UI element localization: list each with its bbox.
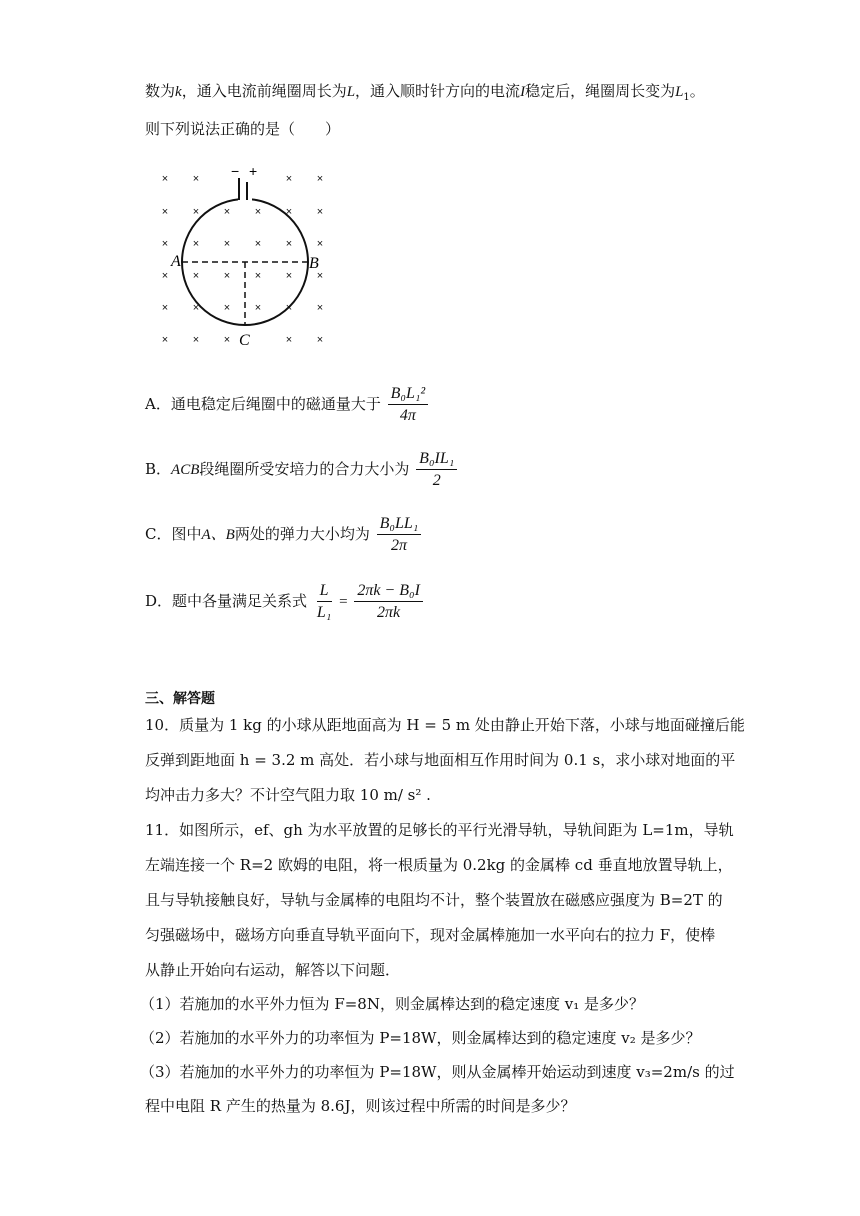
point-C-label: C xyxy=(239,332,250,349)
q11-line-2: 左端连接一个 R=2 欧姆的电阻，将一根质量为 0.2kg 的金属棒 cd 垂直地放置导轨上， xyxy=(145,856,733,874)
intro-text: 数为 xyxy=(145,82,176,100)
magnetic-field-cross-mark: × xyxy=(223,270,231,282)
frac-denominator: 2 xyxy=(432,472,441,489)
intro-line-1 xyxy=(145,80,705,103)
magnetic-field-cross-mark: × xyxy=(161,302,169,314)
magnetic-field-cross-mark: × xyxy=(161,270,169,282)
magnetic-field-cross-mark: × xyxy=(223,238,231,250)
frac-numerator: B₀L₁² xyxy=(388,385,429,405)
magnetic-field-cross-mark: × xyxy=(192,206,200,218)
magnetic-field-cross-mark: × xyxy=(192,334,200,346)
magnetic-field-loop-figure xyxy=(145,160,345,359)
q11-line-4: 匀强磁场中，磁场方向垂直导轨平面向下，现对金属棒施加一水平向右的拉力 F，使棒 xyxy=(145,926,716,944)
frac-denominator: 4π xyxy=(399,407,416,424)
magnetic-field-cross-mark: × xyxy=(316,238,324,250)
equals-sign: = xyxy=(339,594,348,610)
section-heading: 三、解答题 xyxy=(145,691,215,707)
intro-line-2: 则下列说法正确的是（ ） xyxy=(145,120,341,138)
q11-sub-1: （1）若施加的水平外力恒为 F=8N，则金属棒达到的稳定速度 v₁ 是多少？ xyxy=(140,995,644,1013)
magnetic-field-cross-mark: × xyxy=(285,270,293,282)
option-B xyxy=(145,450,457,490)
intro-text: 稳定后，绳圈周长变为 xyxy=(525,82,676,100)
magnetic-field-cross-mark: × xyxy=(192,238,200,250)
magnetic-field-cross-mark: × xyxy=(161,334,169,346)
frac-numerator: B₀LL₁ xyxy=(377,515,422,535)
option-A xyxy=(145,385,428,425)
magnetic-field-cross-mark: × xyxy=(161,206,169,218)
option-C-fraction xyxy=(377,515,422,555)
option-D xyxy=(145,582,423,622)
frac-denominator: 2π xyxy=(390,537,407,554)
magnetic-field-cross-mark: × xyxy=(192,173,200,185)
magnetic-field-cross-mark: × xyxy=(223,334,231,346)
q10-line-3: 均冲击力多大？不计空气阻力取 10 m/ s² . xyxy=(145,786,431,804)
plus-sign: + xyxy=(249,163,258,179)
option-D-rhs-fraction xyxy=(354,582,423,622)
frac-denominator: 2πk xyxy=(377,604,401,621)
q11-line-5: 从静止开始向右运动，解答以下问题． xyxy=(145,961,401,979)
intro-text: ，通入顺时针方向的电流 xyxy=(355,82,521,100)
option-D-text: D．题中各量满足关系式 xyxy=(145,592,308,610)
magnetic-field-cross-mark: × xyxy=(223,302,231,314)
intro-text: 。 xyxy=(689,82,705,100)
q11-line-3: 且与导轨接触良好，导轨与金属棒的电阻均不计，整个装置放在磁感应强度为 B=2T 的 xyxy=(145,891,723,909)
option-D-lhs-fraction xyxy=(314,582,334,622)
magnetic-field-cross-mark: × xyxy=(316,270,324,282)
frac-numerator: B₀IL₁ xyxy=(416,450,457,470)
frac-denominator: L₁ xyxy=(316,604,332,621)
option-B-text: 段绳圈所受安培力的合力大小为 xyxy=(199,460,410,478)
q11-line-1: 11．如图所示，ef、gh 为水平放置的足够长的平行光滑导轨，导轨间距为 L=1m，导轨 xyxy=(145,821,734,839)
magnetic-field-cross-mark: × xyxy=(316,206,324,218)
magnetic-field-cross-mark: × xyxy=(285,238,293,250)
q11-sub-2: （2）若施加的水平外力的功率恒为 P=18W，则金属棒达到的稳定速度 v₂ 是多少？ xyxy=(140,1029,701,1047)
loop-diagram xyxy=(145,160,345,355)
magnetic-field-cross-mark: × xyxy=(192,302,200,314)
option-C-text: 两处的弹力大小均为 xyxy=(234,525,370,543)
option-B-fraction xyxy=(416,450,457,490)
point-A-label: A xyxy=(171,253,181,270)
frac-numerator: 2πk − B₀I xyxy=(354,582,423,602)
magnetic-field-cross-mark: × xyxy=(223,206,231,218)
magnetic-field-cross-mark: × xyxy=(161,173,169,185)
point-B-label: B xyxy=(309,255,319,272)
var-L1: L xyxy=(675,84,684,100)
magnetic-field-cross-mark: × xyxy=(285,334,293,346)
option-C xyxy=(145,515,421,555)
magnetic-field-cross-mark: × xyxy=(316,302,324,314)
magnetic-field-cross-mark: × xyxy=(254,302,262,314)
magnetic-field-cross-mark: × xyxy=(285,173,293,185)
segment-ACB: ACB xyxy=(171,462,200,478)
magnetic-field-cross-mark: × xyxy=(254,206,262,218)
magnetic-field-cross-mark: × xyxy=(285,206,293,218)
magnetic-field-cross-mark: × xyxy=(285,302,293,314)
magnetic-field-cross-mark: × xyxy=(161,238,169,250)
minus-sign: − xyxy=(231,163,240,179)
q10-line-1: 10．质量为 1 kg 的小球从距地面高为 H = 5 m 处由静止开始下落，小球与地面碰撞后能 xyxy=(145,716,745,734)
var-L: L xyxy=(346,84,356,100)
magnetic-field-cross-mark: × xyxy=(316,334,324,346)
magnetic-field-cross-mark: × xyxy=(254,270,262,282)
q11-sub-3a: （3）若施加的水平外力的功率恒为 P=18W，则从金属棒开始运动到速度 v₃=2m/s 的过 xyxy=(140,1063,735,1081)
option-C-prefix: C．图中 xyxy=(145,525,202,543)
option-B-prefix: B． xyxy=(145,460,172,478)
frac-numerator: L xyxy=(317,582,332,602)
magnetic-field-cross-mark: × xyxy=(192,270,200,282)
magnetic-field-cross-mark: × xyxy=(316,173,324,185)
magnetic-field-cross-mark: × xyxy=(254,238,262,250)
points-AB: A、B xyxy=(201,527,235,543)
intro-text: ，通入电流前绳圈周长为 xyxy=(181,82,347,100)
var-k: k xyxy=(175,84,182,100)
q10-line-2: 反弹到距地面 h = 3.2 m 高处．若小球与地面相互作用时间为 0.1 s，求小球对地面的平 xyxy=(145,751,736,769)
var-I: I xyxy=(520,84,526,100)
option-A-fraction xyxy=(388,385,429,425)
var-L1-sub: 1 xyxy=(683,92,690,103)
q11-sub-3b: 程中电阻 R 产生的热量为 8.6J，则该过程中所需的时间是多少？ xyxy=(145,1097,576,1115)
option-A-text: A．通电稳定后绳圈中的磁通量大于 xyxy=(145,395,381,413)
